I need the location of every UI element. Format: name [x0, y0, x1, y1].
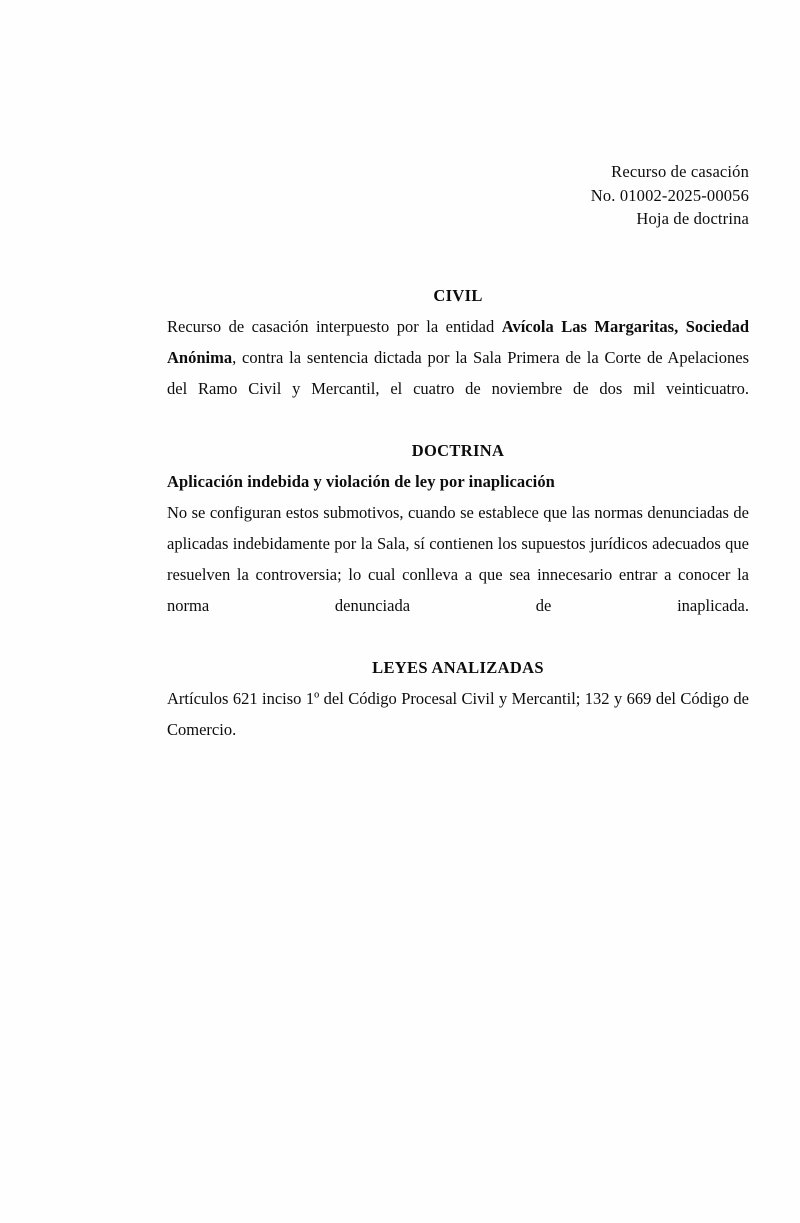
document-body [167, 280, 749, 776]
header-line-hoja-doctrina: Hoja de doctrina [636, 209, 749, 228]
civil-entity-name: Avícola Las Margaritas, Sociedad Anónima [167, 317, 749, 367]
civil-text-prefix: Recurso de casación interpuesto por la entidad [167, 317, 502, 336]
paragraph-civil [167, 311, 749, 435]
paragraph-doctrina: No se configuran estos submotivos, cuando se establece que las normas denunciadas de aplicadas indebidamente por la Sala, sí contienen los supuestos jurídicos adecuados que resuelven la controversia; lo cual conlleva a que sea innecesario entrar a conocer la norma denunciada de inaplicada. [167, 503, 749, 615]
civil-text-suffix: , contra la sentencia dictada por la Sala Primera de la Corte de Apelaciones del Ramo Civil y Mercantil, el cuatro de noviembre de dos mil veinticuatro. [167, 348, 749, 398]
section-heading-civil: CIVIL [433, 286, 483, 305]
doctrina-subheading: Aplicación indebida y violación de ley por inaplicación [167, 472, 555, 491]
header-line-recurso: Recurso de casación [611, 162, 749, 181]
section-heading-doctrina: DOCTRINA [411, 441, 505, 460]
section-heading-leyes-analizadas: LEYES ANALIZADAS [372, 658, 544, 677]
header-line-case-number: No. 01002-2025-00056 [590, 185, 749, 205]
paragraph-leyes-analizadas: Artículos 621 inciso 1º del Código Procesal Civil y Mercantil; 132 y 669 del Código de Comercio. [167, 689, 749, 739]
document-header [167, 160, 749, 231]
